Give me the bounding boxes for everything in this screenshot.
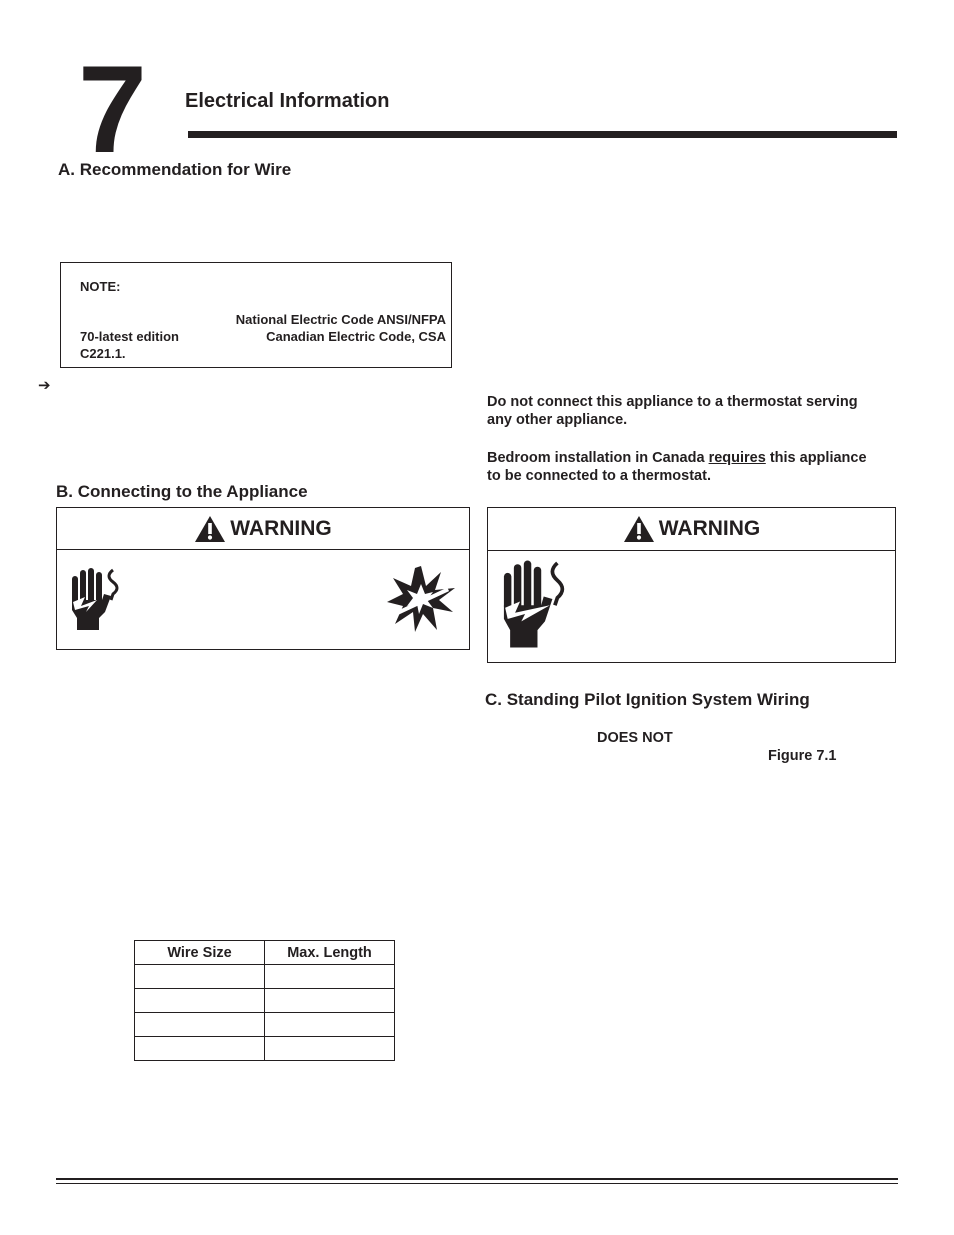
section-c-heading: C. Standing Pilot Ignition System Wiring [485, 690, 810, 709]
thermostat-note-2-line2: to be connected to a thermostat. [487, 468, 711, 484]
thermostat-note-2-requires: requires [708, 450, 766, 466]
table-header-max-length: Max. Length [265, 941, 395, 965]
section-a-heading: A. Recommendation for Wire [58, 160, 292, 179]
table-cell [135, 965, 265, 989]
table-cell [265, 1013, 395, 1037]
thermostat-note-2 [487, 449, 897, 485]
electric-shock-hand-icon [500, 558, 570, 650]
table-cell [265, 989, 395, 1013]
warning-box-right [487, 507, 896, 663]
table-cell [265, 1037, 395, 1061]
note-label: NOTE: [80, 279, 121, 294]
warning-box-left [56, 507, 470, 650]
table-row [135, 965, 395, 989]
note-line-3: C221.1. [80, 346, 126, 361]
note-line-2-left: 70-latest edition [80, 329, 179, 344]
warning-label-right: WARNING [658, 517, 761, 540]
note-box [60, 262, 452, 368]
hazard-triangle-icon [623, 515, 655, 543]
note-line-1: National Electric Code ANSI/NFPA [235, 312, 446, 327]
table-row [135, 1013, 395, 1037]
arrow-icon: ➔ [38, 377, 51, 394]
table-cell [265, 965, 395, 989]
electric-shock-hand-icon [69, 566, 125, 632]
chapter-number: 7 [78, 41, 143, 179]
title-rule [188, 131, 897, 138]
warning-header-left [57, 508, 469, 550]
wire-table [134, 940, 395, 1061]
table-cell [135, 989, 265, 1013]
warning-label-left: WARNING [230, 516, 332, 540]
thermostat-note-2-pre: Bedroom installation in Canada [487, 450, 709, 466]
table-row [135, 1037, 395, 1061]
table-header-row [135, 941, 395, 965]
explosion-icon [385, 564, 457, 634]
thermostat-note-2-post: this appliance [765, 450, 867, 466]
warning-header-right [488, 508, 895, 551]
thermostat-note-1 [487, 393, 897, 429]
footer-rule [56, 1178, 898, 1180]
table-cell [135, 1013, 265, 1037]
table-header-wire-size: Wire Size [135, 941, 265, 965]
thermostat-note-1-line1: Do not connect this appliance to a thermostat serving [487, 394, 858, 410]
chapter-title: Electrical Information [185, 90, 390, 112]
table-row [135, 989, 395, 1013]
thermostat-note-1-line2: any other appliance. [487, 412, 628, 428]
figure-reference: Figure 7.1 [768, 748, 837, 764]
footer-rule-thin [56, 1183, 898, 1184]
does-not-text: DOES NOT [597, 730, 673, 746]
table-cell [135, 1037, 265, 1061]
note-line-2-right: Canadian Electric Code, CSA [266, 329, 446, 344]
hazard-triangle-icon [194, 515, 226, 543]
section-b-heading: B. Connecting to the Appliance [56, 482, 308, 501]
